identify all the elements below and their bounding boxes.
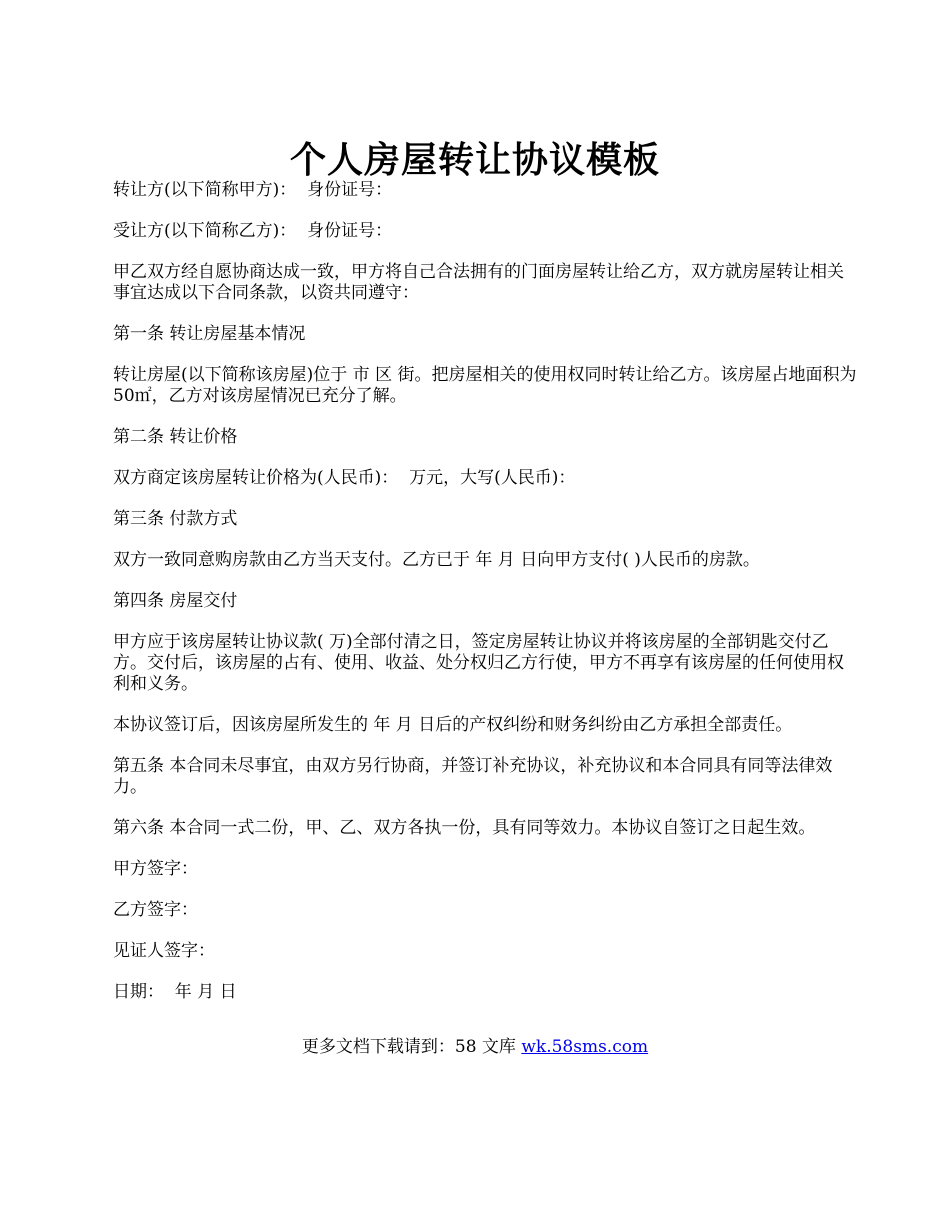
date-line: 日期： 年 月 日 — [113, 982, 237, 1002]
party-a-signature-line: 甲方签字： — [113, 859, 198, 879]
footer-text: 更多文档下载请到：58 文库 — [301, 1037, 522, 1057]
document-body — [113, 180, 858, 1023]
witness-signature-line: 见证人签字： — [113, 941, 215, 961]
document-title: 个人房屋转让协议模板 — [289, 139, 660, 182]
party-a-line: 转让方(以下简称甲方)： 身份证号： — [113, 180, 393, 200]
article-2-heading: 第二条 转让价格 — [113, 427, 238, 447]
article-3-heading: 第三条 付款方式 — [113, 509, 238, 529]
party-b-line: 受让方(以下简称乙方)： 身份证号： — [113, 221, 393, 241]
party-b-signature-line: 乙方签字： — [113, 900, 198, 920]
article-4-text: 甲方应于该房屋转让协议款( 万)全部付清之日，签定房屋转让协议并将该房屋的全部钥匙交付乙方。交付后，该房屋的占有、使用、收益、处分权归乙方行使，甲方不再享有该房屋的任何使用权利和义务。 — [113, 632, 844, 694]
preamble-paragraph: 甲乙双方经自愿协商达成一致，甲方将自己合法拥有的门面房屋转让给乙方，双方就房屋转让相关事宜达成以下合同条款，以资共同遵守： — [113, 262, 844, 303]
article-2-text: 双方商定该房屋转让价格为(人民币)： 万元，大写(人民币)： — [113, 468, 576, 488]
article-6-paragraph: 第六条 本合同一式二份，甲、乙、双方各执一份，具有同等效力。本协议自签订之日起生效。 — [113, 818, 816, 838]
article-1-text: 转让房屋(以下简称该房屋)位于 市 区 街。把房屋相关的使用权同时转让给乙方。该房屋占地面积为50㎡，乙方对该房屋情况已充分了解。 — [113, 365, 857, 406]
footer-link[interactable]: wk.58sms.com — [521, 1037, 649, 1057]
liability-paragraph: 本协议签订后，因该房屋所发生的 年 月 日后的产权纠纷和财务纠纷由乙方承担全部责任。 — [113, 715, 793, 735]
article-1-heading: 第一条 转让房屋基本情况 — [113, 324, 306, 344]
article-3-text: 双方一致同意购房款由乙方当天支付。乙方已于 年 月 日向甲方支付( )人民币的房款。 — [113, 550, 760, 570]
article-5-paragraph: 第五条 本合同未尽事宜，由双方另行协商，并签订补充协议，补充协议和本合同具有同等法律效力。 — [113, 756, 833, 797]
download-footer — [0, 1036, 950, 1058]
article-4-heading: 第四条 房屋交付 — [113, 591, 238, 611]
